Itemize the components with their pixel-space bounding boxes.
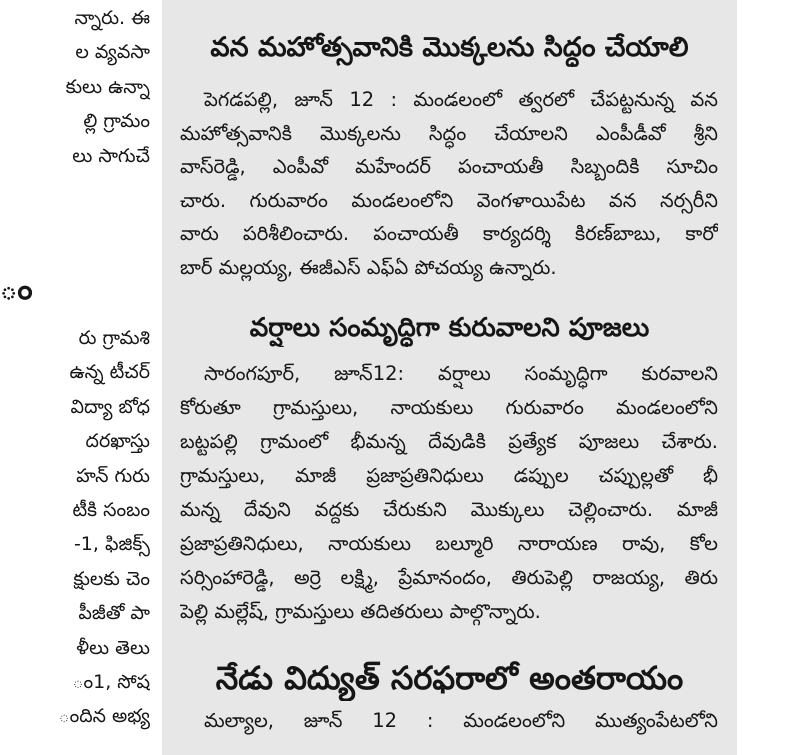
article-body-line: బట్టపల్లి గ్రామంలో భీమన్న దేవుడికి ప్రత్యేక పూజలు చేశారు. (180, 430, 718, 453)
article-headline: వర్షాలు సంమృద్ధిగా కురువాలని పూజలు (249, 313, 650, 343)
left-column-line: ళీలు తెలు (76, 637, 150, 659)
left-column-line: ందిన అభ్య (58, 705, 150, 727)
left-column-line: హన్ గురు (76, 465, 150, 487)
article-body-line: మల్యాల, జూన్ 12 : మండలంలోని ముత్యంపేటలోని (204, 709, 718, 732)
article-body-line: బార్ మల్లయ్య, ఈజీఎస్ ఎఫ్‌ఏ పోచయ్య ఉన్నారు. (180, 256, 557, 279)
article-body-line: సారంగపూర్, జూన్12: వర్షాలు సంమృద్ధిగా కురవాలని (204, 362, 718, 385)
article-power-outage (162, 650, 737, 738)
left-column-line: విద్యా బోధ (70, 396, 150, 418)
left-column-line: ం1, సోష (72, 671, 150, 693)
article-body-line: వారు పరిశీలించారు. పంచాయతీ కార్యదర్శి కిరణ్‌బాబు, కారో (180, 222, 718, 245)
left-column-line: పీజీతో పా (78, 602, 150, 624)
left-column-line: ల వ్యవసా (75, 41, 150, 63)
article-rain-prayers (162, 305, 737, 629)
article-headline: నేడు విద్యుత్ సరఫరాలో అంతరాయం (215, 659, 684, 697)
left-column-line: -1, ఫిజిక్స్ (73, 533, 150, 555)
left-column-line: టీకి సంబం (72, 499, 150, 521)
article-body-line: పెల్లి మల్లేష్, గ్రామస్తులు తదితరులు పాల్గొన్నారు. (180, 600, 541, 623)
left-column-line: దరఖాస్తు (85, 430, 150, 452)
left-column-line: రు గ్రామశి (78, 327, 150, 349)
article-body-line: సర్సింహారెడ్డి, అర్రె లక్ష్మి, ప్రేమానందం, తిరుపెల్లి రాజయ్య, తిరు (180, 566, 718, 589)
left-column-line: న్నారు. ఈ (74, 7, 150, 29)
left-column-line: లు సాగుచే (72, 145, 150, 167)
article-headline: వన మహోత్సవానికి మొక్కలను సిద్ధం చేయాలి (210, 32, 689, 63)
article-body-line: గ్రామస్తులు, మాజీ ప్రజాప్రతినిధులు డప్పుల చప్పుల్లతో భీ (180, 464, 718, 487)
article-body-line: పెగడపల్లి, జూన్ 12 : మండలంలో త్వరలో చేపట్టనున్న వన (204, 88, 718, 111)
left-column-line: ల్లి గ్రామం (83, 110, 150, 132)
article-body-line: వాస్‌రెడ్డి, ఎంపీవో మహేందర్ పంచాయతీ సిబ్బందికి సూచిం (180, 155, 718, 178)
article-body-line: ప్రజాప్రతినిధులు, నాయకులు బల్మూరి నారాయణ రావు, కోల (180, 532, 718, 555)
left-column-line: కులు ఉన్నా (65, 76, 150, 98)
left-column-line: క్షులకు చెం (73, 568, 150, 590)
news-panel (162, 0, 737, 755)
left-column-line: ఉన్న టీచర్ (69, 361, 150, 383)
article-body-line: చారు. గురువారం మండలంలోని వెంగళాయిపేట వన నర్సరీని (180, 189, 718, 212)
article-body-line: మన్న దేవుని వద్దకు చేరుకుని మొక్కులు చెల్లించారు. మాజీ (180, 498, 718, 521)
article-vana-mahotsavam (162, 26, 737, 285)
left-column (0, 0, 152, 755)
article-body-line: కోరుతూ గ్రామస్తులు, నాయకులు గురువారం మండలంలోని (180, 396, 718, 419)
article-body-line: మహోత్సవానికి మొక్కలను సిద్ధం చేయాలని ఎంపీడీవో శ్రీని (180, 122, 718, 145)
left-column-headline-fragment: ం (0, 272, 33, 307)
